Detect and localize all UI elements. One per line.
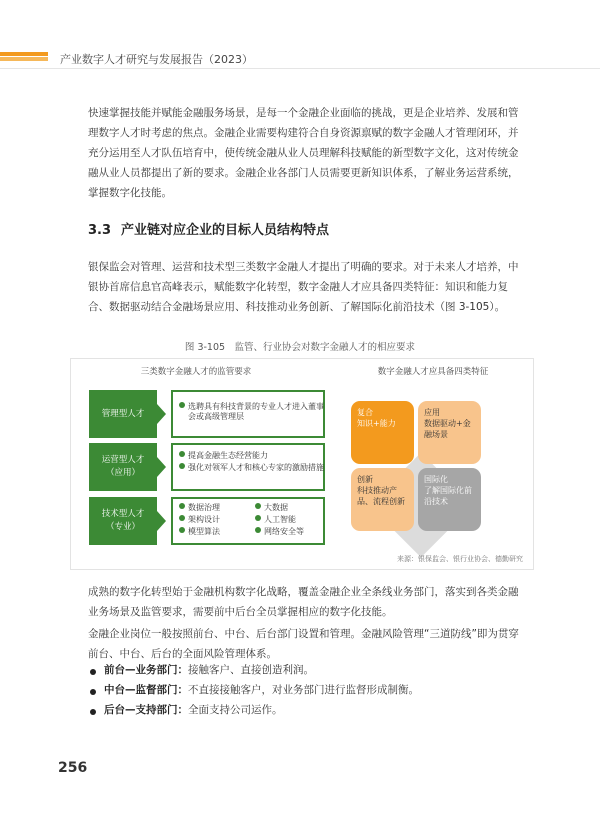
bullet-icon — [90, 689, 96, 695]
requirement-item: 选聘具有科技背景的专业人才进入董事会或高级管理层 — [179, 402, 326, 422]
bullet-icon — [90, 709, 96, 715]
category-label: 运营型人才（应用） — [89, 443, 157, 491]
bullet-line-middle-office: 中台—监督部门：不直接接触客户，对业务部门进行监督形成制衡。 — [104, 684, 419, 696]
bullet-icon — [179, 451, 185, 457]
requirement-box — [171, 390, 325, 438]
feature-desc: 了解国际化前沿技术 — [424, 486, 472, 506]
header-divider — [0, 68, 600, 69]
requirement-item: 数据治理 — [179, 503, 220, 513]
requirement-box — [171, 497, 325, 545]
header-accent-stripe — [0, 52, 48, 56]
arrow-icon — [157, 457, 166, 477]
bullet-icon — [179, 503, 185, 509]
paragraph-3: 成熟的数字化转型始于金融机构数字化战略，覆盖金融企业全条线业务部门，落实到各类金融业务场景及监管要求，需要前中后台全员掌握相应的数字化技能。 — [88, 586, 519, 618]
bullet-line-back-office: 后台—支持部门：全面支持公司运作。 — [104, 704, 283, 716]
arrow-icon — [157, 404, 166, 424]
bullet-line-front-office: 前台—业务部门：接触客户、直接创造利润。 — [104, 664, 314, 676]
section-heading — [88, 219, 329, 238]
requirement-item: 网络安全等 — [255, 527, 304, 537]
feature-tile-application — [418, 401, 481, 464]
bullet-icon — [255, 527, 261, 533]
requirement-item: 模型算法 — [179, 527, 220, 537]
bullet-icon — [90, 669, 96, 675]
figure-right-title: 数字金融人才应具备四类特征 — [377, 367, 489, 377]
requirement-item: 强化对领军人才和核心专家的激励措施 — [179, 463, 326, 473]
bullet-icon — [179, 515, 185, 521]
feature-title: 复合 — [357, 408, 373, 417]
section-number: 3.3 — [88, 223, 112, 238]
feature-desc: 科技推动产品、流程创新 — [357, 486, 405, 506]
page-number: 256 — [58, 760, 88, 776]
requirement-item: 大数据 — [255, 503, 288, 513]
paragraph-4: 金融企业岗位一般按照前台、中台、后台部门设置和管理。金融风险管理“三道防线”即为贯穿前台、中台、后台的全面风险管理体系。 — [88, 628, 519, 660]
bullet-icon — [179, 527, 185, 533]
figure-left-title: 三类数字金融人才的监管要求 — [140, 367, 252, 377]
feature-tile-innovation — [351, 468, 414, 531]
figure-source: 来源：银保监会、银行业协会、德勤研究 — [397, 555, 523, 563]
requirement-item: 提高金融生态经营能力 — [179, 451, 317, 461]
feature-title: 应用 — [424, 408, 440, 417]
section-title: 产业链对应企业的目标人员结构特点 — [121, 223, 330, 238]
bullet-icon — [179, 402, 185, 408]
bullet-icon — [255, 503, 261, 509]
feature-desc: 知识+能力 — [357, 419, 396, 428]
category-label: 技术型人才（专业） — [89, 497, 157, 545]
paragraph-2: 银保监会对管理、运营和技术型三类数字金融人才提出了明确的要求。对于未来人才培养，中银协首席信息官高峰表示，赋能数字化转型，数字金融人才应具备四类特征：知识和能力复合、数据驱动结合金融场景应用、科技推动业务创新、了解国际化前沿技术（图 3-105）。 — [88, 261, 519, 313]
feature-tile-composite — [351, 401, 414, 464]
arrow-icon — [157, 511, 166, 531]
bullet-icon — [255, 515, 261, 521]
figure-caption: 图 3-105 监管、行业协会对数字金融人才的相应要求 — [184, 342, 416, 353]
bullet-icon — [179, 463, 185, 469]
feature-title: 国际化 — [424, 475, 448, 484]
paragraph-1: 快速掌握技能并赋能金融服务场景，是每一个金融企业面临的挑战，更是企业培养、发展和管理数字人才时考虑的焦点。金融企业需要构建符合自身资源禀赋的数字金融人才管理闭环，并充分运用至人才队伍培育中，使传统金融从业人员理解科技赋能的新型数字文化，这对传统金融从业人员都提出了新的要求。金融企业各部门人员需要更新知识体系，了解业务运营系统，掌握数字化技能。 — [88, 107, 519, 199]
header-accent-stripe-light — [0, 57, 48, 61]
requirement-box — [171, 443, 325, 491]
feature-tile-internationalization — [418, 468, 481, 531]
requirement-item: 人工智能 — [255, 515, 296, 525]
figure-panel — [70, 358, 534, 570]
feature-title: 创新 — [357, 475, 373, 484]
category-label: 管理型人才 — [89, 390, 157, 438]
running-header-title: 产业数字人才研究与发展报告（2023） — [60, 53, 253, 66]
requirement-item: 架构设计 — [179, 515, 220, 525]
feature-desc: 数据驱动+金融场景 — [424, 419, 471, 439]
